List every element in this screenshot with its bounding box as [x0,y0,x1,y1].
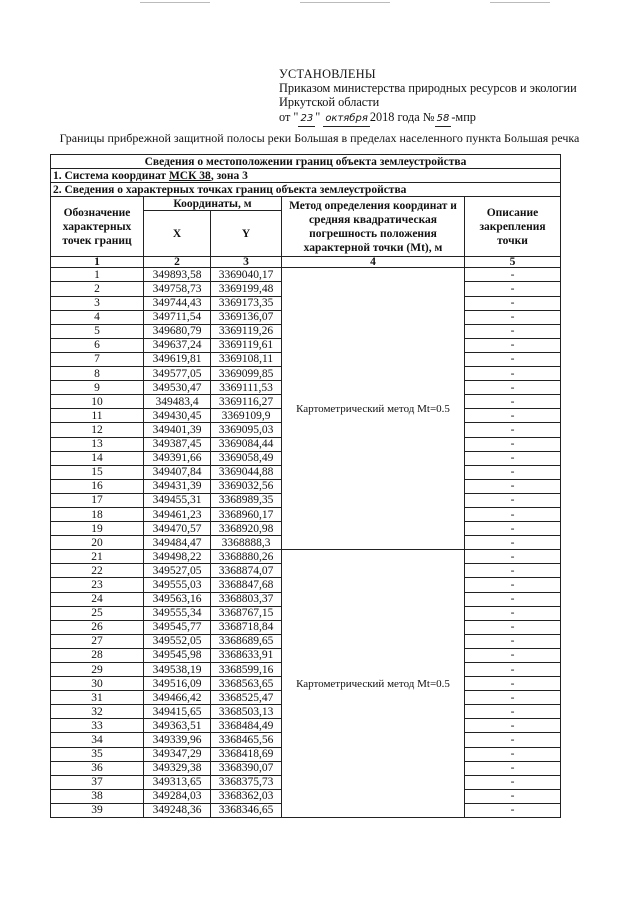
point-description: - [465,705,561,719]
col-number-2: 2 [144,257,211,268]
coordinate-system-row [51,169,561,183]
coord-x: 349893,58 [144,268,211,282]
coord-x: 349538,19 [144,663,211,677]
coord-y: 3369032,56 [211,479,282,493]
point-description: - [465,282,561,296]
coord-y: 3369109,9 [211,409,282,423]
point-description: - [465,268,561,282]
point-number: 11 [51,409,144,423]
coord-y: 3369116,27 [211,395,282,409]
point-number: 5 [51,324,144,338]
method-cell-group-2: Картометрический метод Mt=0.5 [282,550,465,818]
coord-x: 349498,22 [144,550,211,564]
coord-x: 349466,42 [144,691,211,705]
boundary-points-table [50,154,561,818]
coord-y: 3368599,16 [211,663,282,677]
point-number: 10 [51,395,144,409]
point-number: 36 [51,761,144,775]
coord-y: 3369108,11 [211,352,282,366]
point-number: 31 [51,691,144,705]
point-description: - [465,648,561,662]
coord-x: 349248,36 [144,803,211,817]
handwritten-month: октября [323,111,370,127]
handwritten-day: 23 [298,111,315,127]
point-number: 6 [51,338,144,352]
point-number: 8 [51,367,144,381]
approval-date-line [279,110,476,127]
coord-x: 349516,09 [144,677,211,691]
point-number: 2 [51,282,144,296]
point-description: - [465,719,561,733]
point-number: 9 [51,381,144,395]
point-number: 16 [51,479,144,493]
coord-x: 349313,65 [144,775,211,789]
point-description: - [465,663,561,677]
point-description: - [465,761,561,775]
point-description: - [465,324,561,338]
coord-x: 349619,81 [144,352,211,366]
point-number: 33 [51,719,144,733]
coord-y: 3368362,03 [211,789,282,803]
coord-y: 3368390,07 [211,761,282,775]
method-cell-group-1: Картометрический метод Mt=0.5 [282,268,465,550]
point-description: - [465,747,561,761]
point-number: 29 [51,663,144,677]
col-header-y: Y [211,211,282,257]
point-number: 15 [51,465,144,479]
coord-y: 3368888,3 [211,536,282,550]
coord-x: 349415,65 [144,705,211,719]
coord-y: 3368563,65 [211,677,282,691]
document-title: Границы прибрежной защитной полосы реки Большая в пределах населенного пункта Большая речка [59,131,580,145]
point-number: 17 [51,493,144,507]
point-number: 12 [51,423,144,437]
coord-y: 3368346,65 [211,803,282,817]
point-description: - [465,733,561,747]
point-number: 3 [51,296,144,310]
coord-y: 3368874,07 [211,564,282,578]
coord-y: 3368633,91 [211,648,282,662]
coord-x: 349329,38 [144,761,211,775]
coord-y: 3368960,17 [211,507,282,521]
coord-x: 349484,47 [144,536,211,550]
col-number-5: 5 [465,257,561,268]
coord-y: 3368803,37 [211,592,282,606]
coord-x: 349552,05 [144,634,211,648]
col-number-3: 3 [211,257,282,268]
point-description: - [465,352,561,366]
point-description: - [465,592,561,606]
point-number: 37 [51,775,144,789]
point-number: 18 [51,507,144,521]
coord-y: 3368718,84 [211,620,282,634]
coord-y: 3369084,44 [211,437,282,451]
point-description: - [465,691,561,705]
coord-y: 3369099,85 [211,367,282,381]
point-description: - [465,536,561,550]
point-description: - [465,338,561,352]
year-text: 2018 года № [369,110,435,124]
point-number: 14 [51,451,144,465]
coord-x: 349483,4 [144,395,211,409]
point-description: - [465,479,561,493]
table-row [51,268,561,282]
point-number: 30 [51,677,144,691]
coord-y: 3368418,69 [211,747,282,761]
coordinate-system-zone: , зона 3 [210,169,248,182]
coord-x: 349431,39 [144,479,211,493]
point-description: - [465,578,561,592]
point-number: 35 [51,747,144,761]
coord-y: 3369044,88 [211,465,282,479]
coord-x: 349430,45 [144,409,211,423]
point-description: - [465,465,561,479]
scan-mark [300,2,390,3]
scan-mark [140,2,210,3]
point-description: - [465,437,561,451]
point-number: 34 [51,733,144,747]
coord-x: 349284,03 [144,789,211,803]
scan-mark [490,2,550,3]
coord-y: 3368484,49 [211,719,282,733]
coord-x: 349391,66 [144,451,211,465]
point-number: 13 [51,437,144,451]
table-row [51,550,561,564]
point-description: - [465,367,561,381]
coord-x: 349637,24 [144,338,211,352]
point-description: - [465,522,561,536]
coord-x: 349545,98 [144,648,211,662]
coord-x: 349527,05 [144,564,211,578]
point-number: 32 [51,705,144,719]
coord-y: 3368880,26 [211,550,282,564]
point-description: - [465,451,561,465]
col-number-1: 1 [51,257,144,268]
point-number: 28 [51,648,144,662]
point-number: 7 [51,352,144,366]
point-number: 20 [51,536,144,550]
coordinate-system-prefix: 1. Система координат [53,169,169,182]
table-title: Сведения о местоположении границ объекта землеустройства [51,155,561,169]
coord-y: 3368847,68 [211,578,282,592]
coord-y: 3368525,47 [211,691,282,705]
coord-x: 349387,45 [144,437,211,451]
point-description: - [465,507,561,521]
coord-x: 349455,31 [144,493,211,507]
point-number: 21 [51,550,144,564]
coord-y: 3369058,49 [211,451,282,465]
col-header-coords: Координаты, м [144,197,282,211]
coord-x: 349744,43 [144,296,211,310]
point-number: 1 [51,268,144,282]
characteristic-points-heading: 2. Сведения о характерных точках границ объекта землеустройства [51,183,561,197]
coord-x: 349680,79 [144,324,211,338]
point-description: - [465,381,561,395]
approval-heading: УСТАНОВЛЕНЫ [279,67,376,81]
coord-x: 349555,34 [144,606,211,620]
point-description: - [465,423,561,437]
col-header-point: Обозначение характерных точек границ [51,197,144,257]
coord-x: 349530,47 [144,381,211,395]
coord-x: 349563,16 [144,592,211,606]
point-number: 27 [51,634,144,648]
point-number: 19 [51,522,144,536]
coord-x: 349339,96 [144,733,211,747]
point-description: - [465,620,561,634]
coordinate-system-name: МСК 38 [168,169,211,182]
handwritten-number: 58 [435,111,452,127]
point-number: 24 [51,592,144,606]
coord-y: 3369119,61 [211,338,282,352]
coord-x: 349555,03 [144,578,211,592]
point-description: - [465,677,561,691]
point-number: 39 [51,803,144,817]
coord-y: 3368503,13 [211,705,282,719]
approval-region: Иркутской области [279,95,380,109]
point-description: - [465,634,561,648]
coord-x: 349545,77 [144,620,211,634]
point-description: - [465,803,561,817]
coord-x: 349711,54 [144,310,211,324]
coord-x: 349470,57 [144,522,211,536]
coord-y: 3368920,98 [211,522,282,536]
coord-y: 3368767,15 [211,606,282,620]
coord-x: 349401,39 [144,423,211,437]
point-description: - [465,409,561,423]
point-description: - [465,493,561,507]
point-description: - [465,550,561,564]
point-number: 38 [51,789,144,803]
coord-x: 349363,51 [144,719,211,733]
coord-x: 349461,23 [144,507,211,521]
point-description: - [465,564,561,578]
coord-x: 349407,84 [144,465,211,479]
order-suffix: -мпр [451,110,476,124]
point-number: 4 [51,310,144,324]
point-description: - [465,395,561,409]
point-description: - [465,296,561,310]
coord-y: 3369136,07 [211,310,282,324]
coord-y: 3369119,26 [211,324,282,338]
coord-x: 349347,29 [144,747,211,761]
coord-y: 3368465,56 [211,733,282,747]
date-quote: " [315,110,321,124]
point-number: 26 [51,620,144,634]
coord-y: 3368689,65 [211,634,282,648]
point-number: 22 [51,564,144,578]
coord-y: 3369199,48 [211,282,282,296]
coord-x: 349758,73 [144,282,211,296]
point-description: - [465,775,561,789]
col-number-4: 4 [282,257,465,268]
coord-y: 3368375,73 [211,775,282,789]
approval-order-line: Приказом министерства природных ресурсов и экологии [279,81,577,95]
col-header-method: Метод определения координат и средняя квадратическая погрешность положения характерной точки (Mt), м [282,197,465,257]
date-prefix: от " [279,110,299,124]
point-number: 23 [51,578,144,592]
coord-y: 3369173,35 [211,296,282,310]
point-description: - [465,606,561,620]
point-description: - [465,310,561,324]
coord-y: 3369040,17 [211,268,282,282]
point-number: 25 [51,606,144,620]
coord-x: 349577,05 [144,367,211,381]
coord-y: 3369111,53 [211,381,282,395]
coord-y: 3369095,03 [211,423,282,437]
col-header-x: X [144,211,211,257]
col-header-description: Описание закрепления точки [465,197,561,257]
coord-y: 3368989,35 [211,493,282,507]
point-description: - [465,789,561,803]
